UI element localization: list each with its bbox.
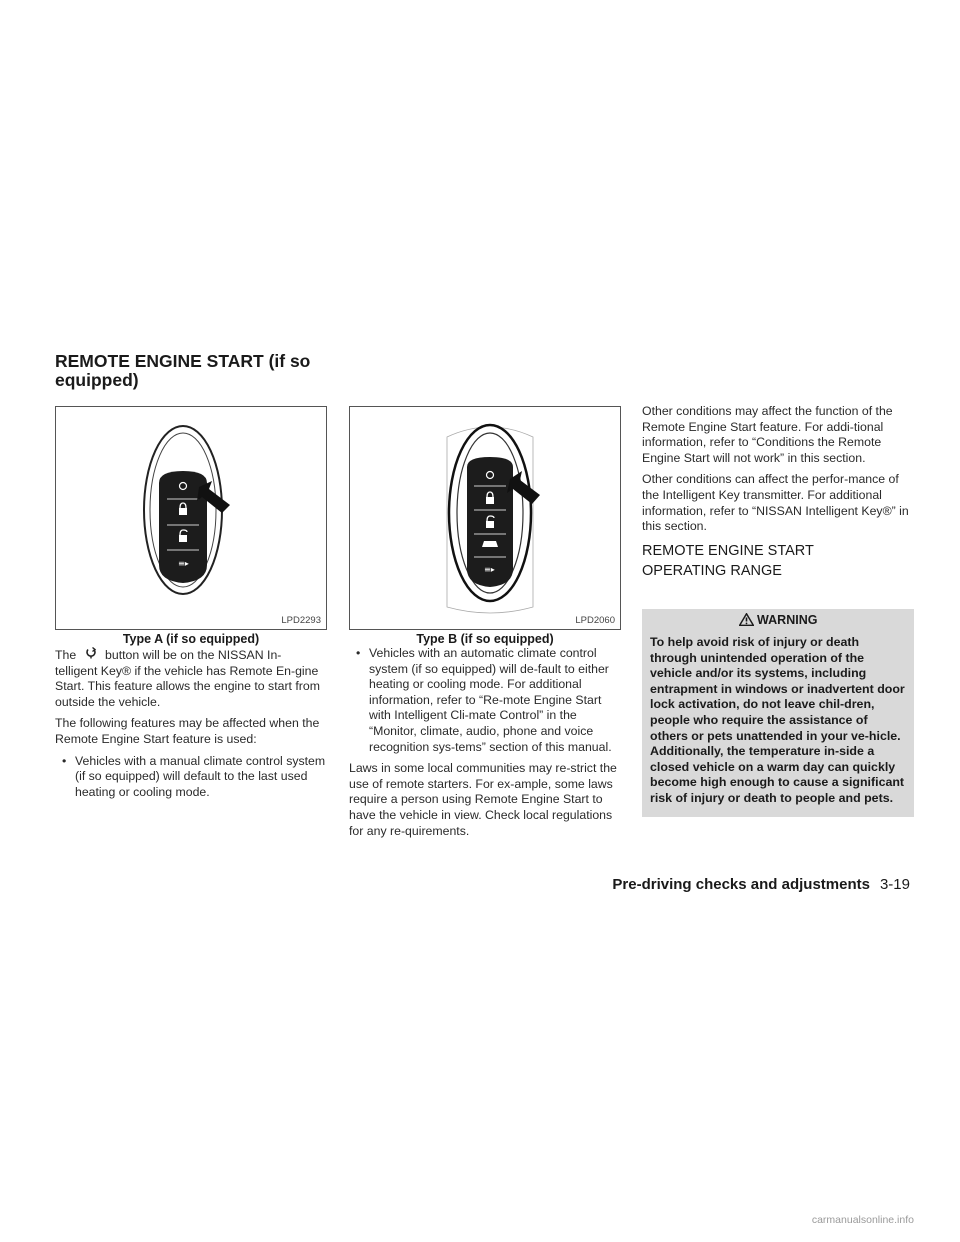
section-title <box>55 352 310 390</box>
figure-code: LPD2293 <box>281 615 321 626</box>
remote-start-icon <box>80 646 102 664</box>
section-title-line-2: equipped) <box>55 370 139 390</box>
column-3-text <box>642 404 914 581</box>
figure-caption-type-b: Type B (if so equipped) <box>416 632 554 646</box>
svg-text:≡▸: ≡▸ <box>178 559 189 568</box>
intro-post: button will be on the NISSAN In- <box>105 648 282 662</box>
warning-text: To help avoid risk of injury or death through unintended operation of the vehicle and/or its systems, including entrapment in windows or inadvertent door lock activation, do not leave chil-dren, people who require the assistance of others or pets unattended in your ve-hicle. Additionally, the temperature in-side a closed vehicle on a warm day can quickly become high enough to cause a significant risk of injury or death to people and pets. <box>650 635 905 805</box>
section-title-line-1: REMOTE ENGINE START (if so <box>55 351 311 371</box>
bullet-dot: • <box>356 646 361 660</box>
warning-box <box>642 609 914 817</box>
paragraph-features: The following features may be affected when the Remote Engine Start feature is used: <box>55 716 320 746</box>
subheading-operating-range <box>642 541 914 581</box>
figure-type-a <box>55 406 327 630</box>
figure-caption-type-a: Type A (if so equipped) <box>122 632 260 646</box>
warning-header <box>642 609 914 631</box>
column-1-text <box>55 646 327 800</box>
svg-text:≡▸: ≡▸ <box>484 565 495 574</box>
intro-rest: telligent Key® if the vehicle has Remote En-gine Start. This feature allows the engine to start from outside the vehicle. <box>55 663 320 709</box>
watermark: carmanualsonline.info <box>811 1214 914 1226</box>
paragraph-intelligent-key: Other conditions can affect the perfor-mance of the Intelligent Key transmitter. For additional information, refer to “NISSAN Intelligent Key®” in this section. <box>642 472 909 534</box>
bullet-automatic-climate <box>349 646 621 755</box>
bullet-text: Vehicles with an automatic climate control system (if so equipped) will de-fault to either heating or cooling mode. For additional information, refer to “Re-mote Engine Start with Intelligent Cli-mate Control” in the “Monitor, climate, audio, phone and voice recognition sys-tems” section of this manual. <box>369 646 612 754</box>
bullet-text: Vehicles with a manual climate control system (if so equipped) will default to the last used heating or cooling mode. <box>75 753 326 799</box>
key-fob-type-b-illustration <box>350 407 620 629</box>
paragraph-local-laws: Laws in some local communities may re-strict the use of remote starters. For ex-ample, some laws require a person using Remote Engine Start to have the vehicle in view. Check local regulations for any re-quirements. <box>349 761 617 838</box>
figure-code: LPD2060 <box>575 615 615 626</box>
bullet-manual-climate <box>55 754 327 801</box>
footer-page-number: 3-19 <box>879 876 910 893</box>
bullet-dot: • <box>62 753 67 768</box>
warning-label: WARNING <box>757 613 818 627</box>
subheading-line-2: OPERATING RANGE <box>642 562 782 579</box>
paragraph-other-conditions: Other conditions may affect the function of the Remote Engine Start feature. For addi-tional information, refer to “Conditions the Remote Engine Start will not work” in this section. <box>642 404 893 465</box>
subheading-line-1: REMOTE ENGINE START <box>642 542 814 559</box>
intro-pre: The <box>55 648 77 662</box>
footer-chapter: Pre-driving checks and adjustments <box>612 876 870 893</box>
key-fob-type-a-illustration <box>56 407 326 629</box>
page-footer <box>612 876 910 893</box>
figure-type-b <box>349 406 621 630</box>
paragraph-intro <box>55 646 327 710</box>
column-2-text <box>349 646 621 845</box>
warning-triangle-icon <box>739 613 754 626</box>
